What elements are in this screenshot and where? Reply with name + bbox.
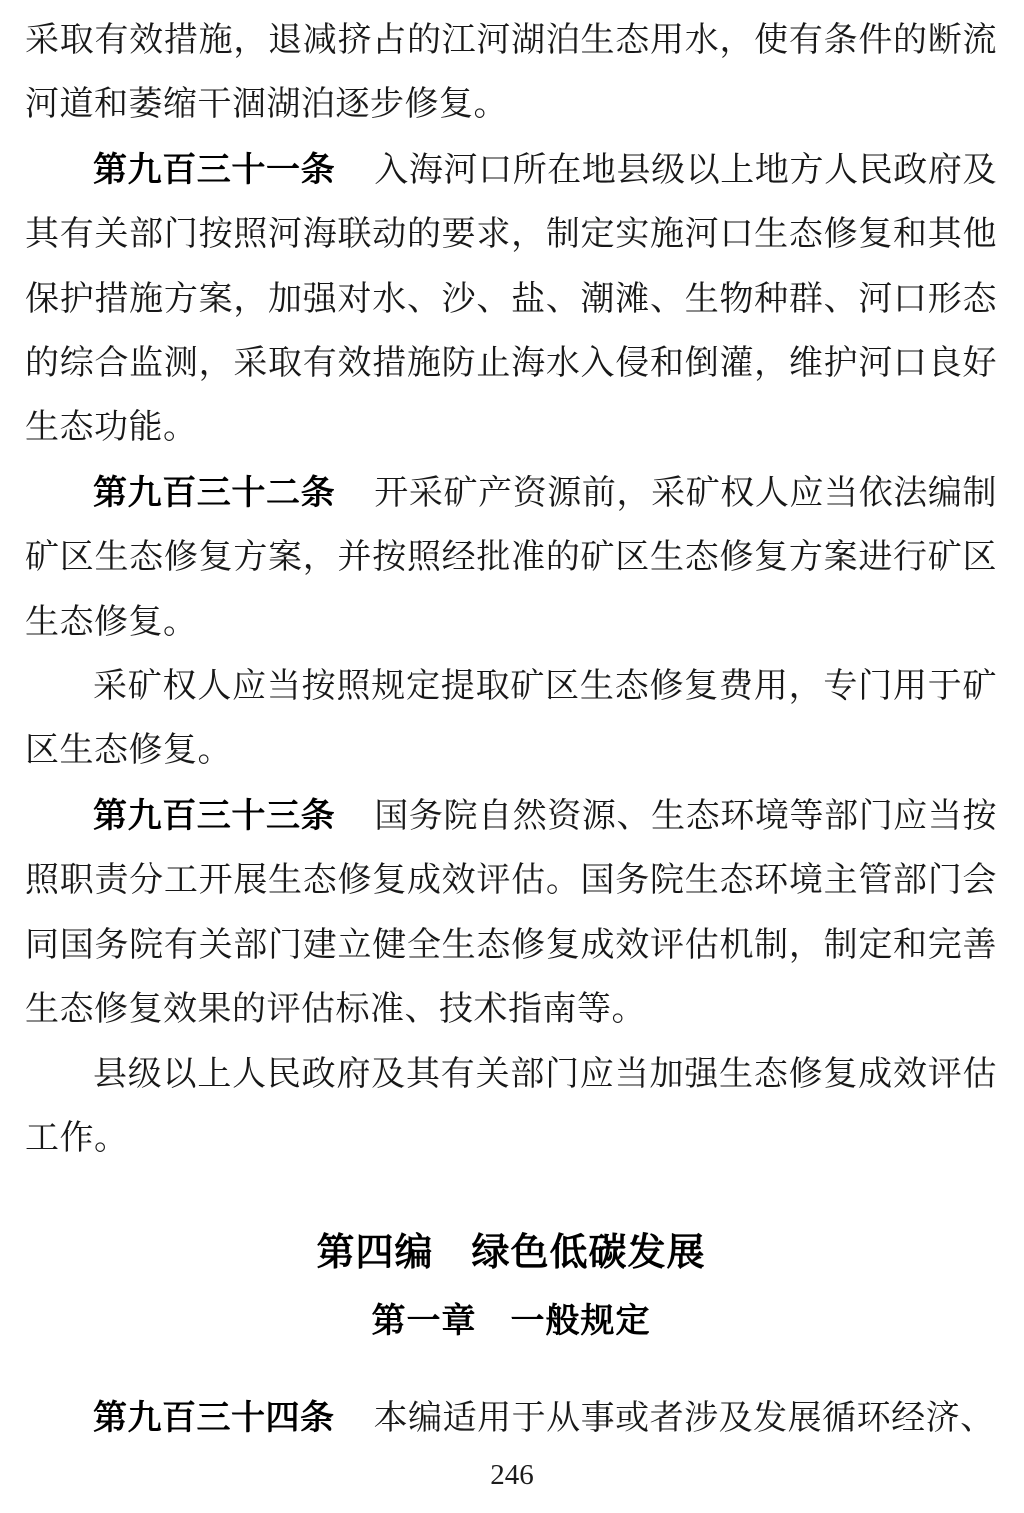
- chapter-heading: [25, 1289, 997, 1353]
- article-934-paragraph: [25, 1386, 997, 1451]
- paragraph-continuation: 采取有效措施，退减挤占的江河湖泊生态用水，使有条件的断流河道和萎缩干涸湖泊逐步修复。: [25, 22, 997, 124]
- article-934-number: 第九百三十四条: [93, 1399, 335, 1438]
- article-932-paragraph: [25, 461, 997, 655]
- article-934-text: 本编适用于从事或者涉及发展循环经济、: [373, 1400, 995, 1438]
- part-heading-label: 第四编: [316, 1232, 434, 1275]
- article-933-paragraph-2: 县级以上人民政府及其有关部门应当加强生态修复成效评估工作。: [25, 1055, 997, 1157]
- article-931-paragraph: [25, 138, 997, 461]
- article-932-number: 第九百三十二条: [93, 473, 336, 512]
- page-number: 246: [490, 1459, 534, 1491]
- article-932-paragraph-2: 采矿权人应当按照规定提取矿区生态修复费用，专门用于矿区生态修复。: [25, 668, 997, 770]
- page-footer: [0, 1458, 1024, 1492]
- article-933-number: 第九百三十三条: [93, 796, 336, 835]
- chapter-heading-title: 一般规定: [510, 1302, 651, 1341]
- article-932-text: 开采矿产资源前，采矿权人应当依法编制矿区生态修复方案，并按照经批准的矿区生态修复方案进行矿区生态修复。: [25, 474, 997, 641]
- part-heading: [25, 1221, 997, 1285]
- part-heading-title: 绿色低碳发展: [471, 1232, 706, 1275]
- article-931-number: 第九百三十一条: [93, 150, 336, 189]
- article-933-paragraph: [25, 784, 997, 1043]
- article-933-text: 国务院自然资源、生态环境等部门应当按照职责分工开展生态修复成效评估。国务院生态环境主管部门会同国务院有关部门建立健全生态修复成效评估机制，制定和完善生态修复效果的评估标准、技术指南等。: [25, 797, 997, 1029]
- chapter-heading-label: 第一章: [371, 1302, 477, 1341]
- article-931-text: 入海河口所在地县级以上地方人民政府及其有关部门按照河海联动的要求，制定实施河口生态修复和其他保护措施方案，加强对水、沙、盐、潮滩、生物种群、河口形态的综合监测，采取有效措施防止海水入侵和倒灌，维护河口良好生态功能。: [25, 151, 997, 447]
